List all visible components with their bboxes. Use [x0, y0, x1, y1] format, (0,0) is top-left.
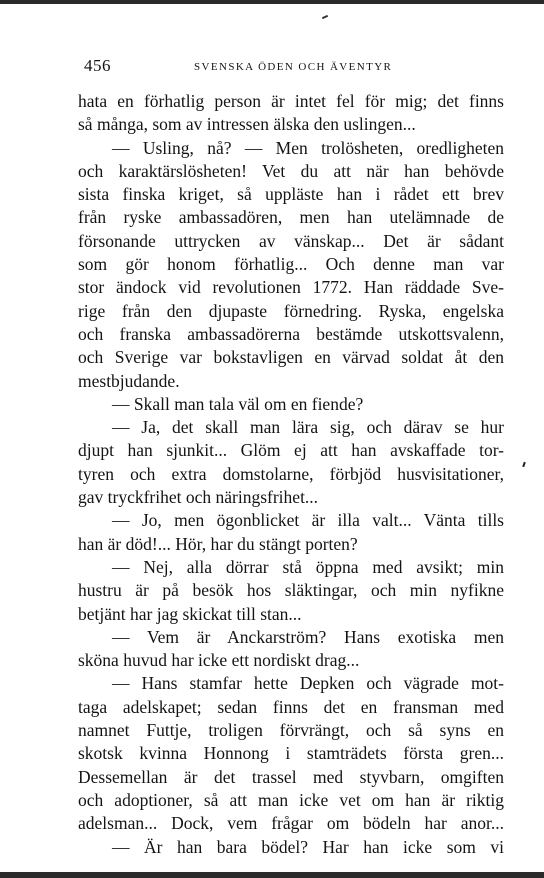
text-line: sköna huvud har icke ett nordiskt drag...	[78, 650, 360, 671]
text-line: han är död!... Hör, har du stängt porten?	[78, 533, 358, 554]
text-line: tyren och extra domstolarne, förbjöd husvisitationer,	[78, 463, 504, 484]
text-line: hata en förhatlig person är intet fel för mig; det finns	[78, 91, 504, 111]
text-line: och Sverige var bokstavligen en värvad soldat åt den	[78, 347, 504, 368]
text-line: så många, som av intressen älska den uslingen...	[78, 114, 416, 135]
bottom-edge-rule	[0, 872, 544, 878]
text-line: försonande uttrycken av vänskap... Det är sådant	[78, 230, 504, 251]
text-line: mestbjudande.	[78, 370, 180, 391]
text-line: och adoptioner, så att man icke vet om han är riktig	[78, 789, 504, 810]
print-speck	[522, 462, 526, 467]
text-line: rige från den djupaste förnedring. Ryska, engelska	[78, 300, 504, 321]
text-line: hustru är på besök hos släktingar, och min nyfikne	[78, 580, 504, 601]
text-line: — Nej, alla dörrar stå öppna med avsikt; min	[112, 556, 504, 577]
text-line: taga adelskapet; sedan finns det en fransman med	[78, 696, 504, 717]
body-text	[78, 90, 504, 859]
text-line: — Hans stamfar hette Depken och vägrade mot-	[112, 673, 504, 694]
text-line: och franska ambassadörerna bestämde utskottsvalenn,	[78, 323, 504, 344]
text-line: och karaktärslösheten! Vet du att när han behövde	[78, 160, 504, 181]
text-line: namnet Futtje, troligen förvrängt, och så syns en	[78, 720, 504, 741]
text-line: gav tryckfrihet och näringsfrihet...	[78, 487, 319, 508]
text-line: — Skall man tala väl om en fiende?	[112, 393, 364, 414]
page-number: 456	[84, 56, 111, 75]
text-line: från ryske ambassadören, men han utelämnade de	[78, 207, 504, 228]
top-edge-rule	[0, 0, 544, 4]
text-line: adelsman... Dock, vem frågar om bödeln har anor...	[78, 813, 504, 834]
text-line: — Är han bara bödel? Har han icke som vi	[112, 836, 504, 857]
text-line: Dessemellan är det trassel med styvbarn, omgiften	[78, 766, 504, 787]
text-line: — Jo, men ögonblicket är illa valt... Vänta tills	[112, 510, 504, 531]
text-line: stor ändock vid revolutionen 1772. Han räddade Sve-	[78, 277, 504, 298]
running-head: SVENSKA ÖDEN OCH ÄVENTYR	[194, 61, 393, 73]
text-line: djupt han sjunkit... Glöm ej att han avskaffade tor-	[78, 440, 504, 461]
print-speck	[322, 15, 328, 19]
text-line: — Usling, nå? — Men trolösheten, oredligheten	[112, 137, 504, 158]
text-line: — Ja, det skall man lära sig, och därav se hur	[112, 417, 504, 438]
text-line: skotsk kvinna Honnong i stamträdets första gren...	[78, 743, 504, 764]
text-line: betjänt har jag skickat till stan...	[78, 603, 302, 624]
text-line: — Vem är Anckarström? Hans exotiska men	[112, 626, 504, 647]
text-line: sista finska kriget, så uppläste han i rådet ett brev	[78, 184, 504, 205]
text-line: som gör honom förhatlig... Och denne man var	[78, 254, 504, 275]
page-header	[84, 56, 504, 80]
